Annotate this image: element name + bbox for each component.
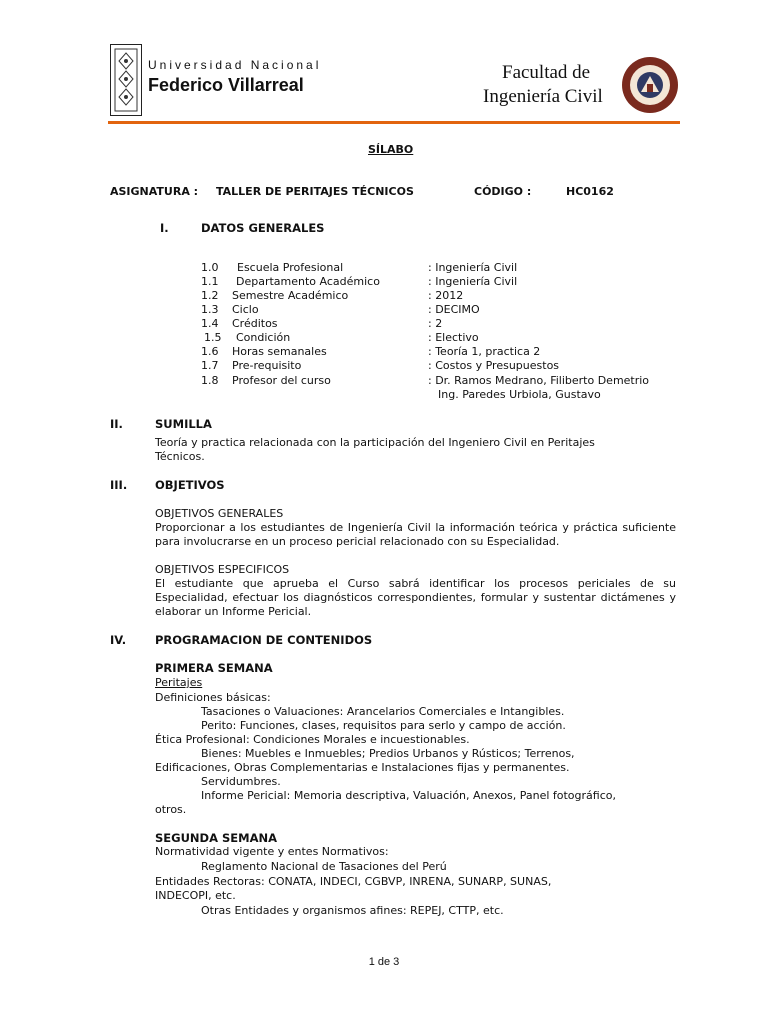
semana1-line: Tasaciones o Valuaciones: Arancelarios Comerciales e Intangibles.: [201, 705, 565, 718]
university-name-line1: Universidad Nacional: [148, 58, 322, 72]
datos-num: 1.3: [201, 303, 219, 316]
section-2-title: SUMILLA: [155, 417, 212, 431]
datos-label: Escuela Profesional: [237, 261, 344, 274]
semana2-line: Entidades Rectoras: CONATA, INDECI, CGBVP, INRENA, SUNARP, SUNAS,: [155, 875, 552, 888]
datos-value: : Dr. Ramos Medrano, Filiberto Demetrio: [428, 374, 650, 387]
semana1-line: Edificaciones, Obras Complementarias e Instalaciones fijas y permanentes.: [155, 761, 570, 774]
datos-num: 1.8: [201, 374, 219, 387]
semana1-line: Ética Profesional: Condiciones Morales e incuestionables.: [155, 733, 470, 746]
datos-label: Departamento Académico: [236, 275, 380, 288]
datos-label: Pre-requisito: [232, 359, 302, 372]
faculty-name-line2: Ingeniería Civil: [483, 86, 603, 107]
datos-label: Ciclo: [232, 303, 259, 316]
faculty-name-line1: Facultad de: [502, 62, 591, 83]
datos-value: : Costos y Presupuestos: [428, 359, 560, 372]
profesor-line2: Ing. Paredes Urbiola, Gustavo: [438, 388, 601, 401]
datos-value: : Ingeniería Civil: [428, 261, 518, 274]
section-3-number: III.: [110, 478, 128, 492]
datos-value: : 2: [428, 317, 443, 330]
semana1-line: Perito: Funciones, clases, requisitos para serlo y campo de acción.: [201, 719, 566, 732]
semana1-line: Definiciones básicas:: [155, 691, 271, 704]
datos-num: 1.4: [201, 317, 219, 330]
university-name-line2: Federico Villarreal: [148, 75, 304, 95]
section-2-number: II.: [110, 417, 123, 431]
datos-label: Horas semanales: [232, 345, 327, 358]
semana2-line: Normatividad vigente y entes Normativos:: [155, 845, 389, 858]
semana2-line: Otras Entidades y organismos afines: REPEJ, CTTP, etc.: [201, 904, 504, 917]
datos-num: 1.0: [201, 261, 219, 274]
section-4-title: PROGRAMACION DE CONTENIDOS: [155, 633, 373, 647]
objetivos-especificos-text: El estudiante que aprueba el Curso sabrá identificar los procesos periciales de su Especialidad, efectuar los diagnósticos correspondientes, formular y sustentar dictámenes y elaborar un Informe Pericial.: [155, 577, 676, 618]
datos-value: : DECIMO: [428, 303, 480, 316]
university-crest-icon: [110, 44, 142, 116]
datos-value: : Electivo: [428, 331, 479, 344]
section-1-title: DATOS GENERALES: [201, 221, 325, 235]
datos-label: Profesor del curso: [232, 374, 331, 387]
semana1-line: Bienes: Muebles e Inmuebles; Predios Urbanos y Rústicos; Terrenos,: [201, 747, 575, 760]
semana1-subtitle: Peritajes: [155, 676, 203, 689]
semana1-line: otros.: [155, 803, 187, 816]
datos-label: Condición: [236, 331, 291, 344]
semana2-line: INDECOPI, etc.: [155, 889, 236, 902]
datos-value: : Teoría 1, practica 2: [428, 345, 541, 358]
semana1-line: Servidumbres.: [201, 775, 281, 788]
header-divider: [108, 121, 680, 124]
datos-label: Créditos: [232, 317, 278, 330]
faculty-seal-icon: [621, 56, 679, 114]
course-name: TALLER DE PERITAJES TÉCNICOS: [216, 185, 414, 198]
course-code-label: CÓDIGO :: [474, 185, 532, 198]
datos-num: 1.6: [201, 345, 219, 358]
document-title: SÍLABO: [368, 143, 414, 156]
objetivos-generales-title: OBJETIVOS GENERALES: [155, 507, 284, 520]
datos-label: Semestre Académico: [232, 289, 349, 302]
section-3-title: OBJETIVOS: [155, 478, 225, 492]
datos-value: : Ingeniería Civil: [428, 275, 518, 288]
semana1-title: PRIMERA SEMANA: [155, 661, 273, 675]
page-number: 1 de 3: [368, 956, 400, 968]
datos-num: 1.7: [201, 359, 219, 372]
course-code: HC0162: [566, 185, 614, 198]
datos-num: 1.1: [201, 275, 219, 288]
datos-value: : 2012: [428, 289, 464, 302]
objetivos-especificos-title: OBJETIVOS ESPECIFICOS: [155, 563, 290, 576]
section-4-number: IV.: [110, 633, 127, 647]
datos-num: 1.5: [204, 331, 222, 344]
section-1-number: I.: [160, 221, 169, 235]
semana2-line: Reglamento Nacional de Tasaciones del Perú: [201, 860, 447, 873]
semana2-title: SEGUNDA SEMANA: [155, 831, 277, 845]
objetivos-generales-text: Proporcionar a los estudiantes de Ingeniería Civil la información teórica y práctica suficiente para involucrarse en un proceso pericial relacionado con su Especialidad.: [155, 521, 676, 548]
datos-num: 1.2: [201, 289, 219, 302]
semana1-line: Informe Pericial: Memoria descriptiva, Valuación, Anexos, Panel fotográfico,: [201, 789, 616, 802]
sumilla-text: Teoría y practica relacionada con la participación del Ingeniero Civil en Peritajes Técnicos.: [155, 436, 595, 463]
course-label: ASIGNATURA :: [110, 185, 199, 198]
